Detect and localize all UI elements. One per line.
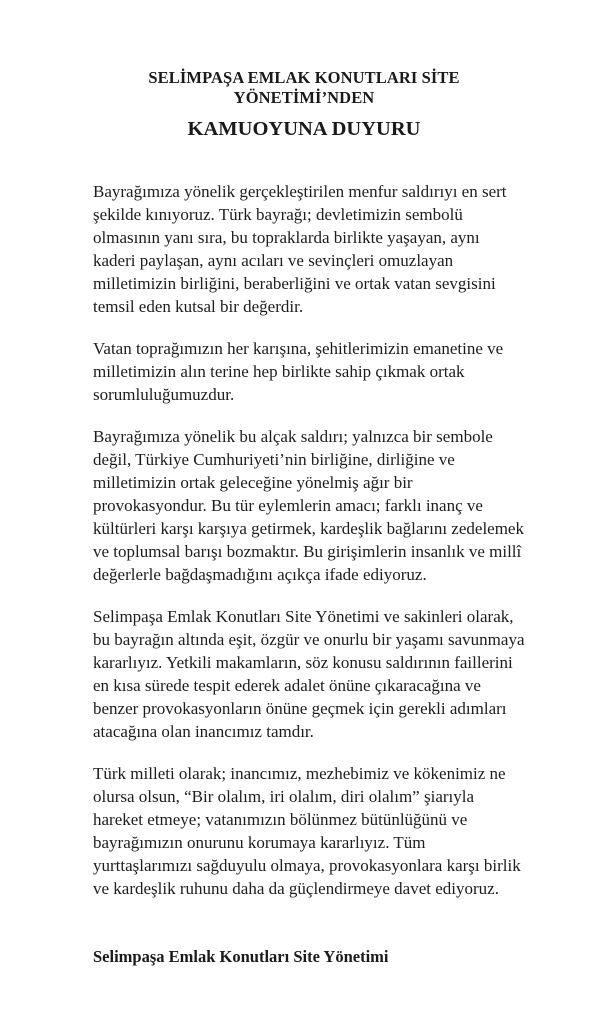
body-paragraph-4: Selimpaşa Emlak Konutları Site Yönetimi ve sakinleri olarak, bu bayrağın altında eşit, özgür ve onurlu bir yaşamı savunmaya kararlıyız. Yetkili makamların, söz konusu saldırının faillerini en kısa sürede tespit ederek adalet önüne çıkaracağına ve benzer provokasyonların önüne geçmek için gerekli adımları atacağına olan inancımız tamdır. <box>93 607 525 741</box>
signature: Selimpaşa Emlak Konutları Site Yönetimi <box>93 947 389 966</box>
organization-name-line-1: SELİMPAŞA EMLAK KONUTLARI SİTE <box>148 68 460 87</box>
body-paragraph-2: Vatan toprağımızın her karışına, şehitlerimizin emanetine ve milletimizin alın terine hep birlikte sahip çıkmak ortak sorumluluğumuzdur. <box>93 339 504 404</box>
announcement-body <box>93 180 525 919</box>
organization-name-line-2: YÖNETİMİ’NDEN <box>233 88 375 107</box>
announcement-title: KAMUOYUNA DUYURU <box>187 118 421 140</box>
body-paragraph-1: Bayrağımıza yönelik gerçekleştirilen menfur saldırıyı en sert şekilde kınıyoruz. Türk bayrağı; devletimizin sembolü olmasının yanı sıra, bu topraklarda birlikte yaşayan, aynı kaderi paylaşan, aynı acıları ve sevinçleri omuzlayan milletimizin birliğini, beraberliğini ve ortak vatan sevgisini temsil eden kutsal bir değerdir. <box>93 182 507 316</box>
document-header <box>0 68 608 141</box>
body-paragraph-5: Türk milleti olarak; inancımız, mezhebimiz ve kökenimiz ne olursa olsun, “Bir olalım, iri olalım, diri olalım” şiarıyla hareket etmeye; vatanımızın bölünmez bütünlüğünü ve bayrağımızın onurunu korumaya kararlıyız. Tüm yurttaşlarımızı sağduyulu olmaya, provokasyonlara karşı birlik ve kardeşlik ruhunu daha da güçlendirmeye davet ediyoruz. <box>93 764 521 898</box>
body-paragraph-3: Bayrağımıza yönelik bu alçak saldırı; yalnızca bir sembole değil, Türkiye Cumhuriyeti’nin birliğine, dirliğine ve milletimizin ortak geleceğine yönelmiş ağır bir provokasyondur. Bu tür eylemlerin amacı; farklı inanç ve kültürleri karşı karşıya getirmek, kardeşlik bağlarını zedelemek ve toplumsal barışı bozmaktır. Bu girişimlerin insanlık ve millî değerlerle bağdaşmadığını açıkça ifade ediyoruz. <box>93 427 524 584</box>
